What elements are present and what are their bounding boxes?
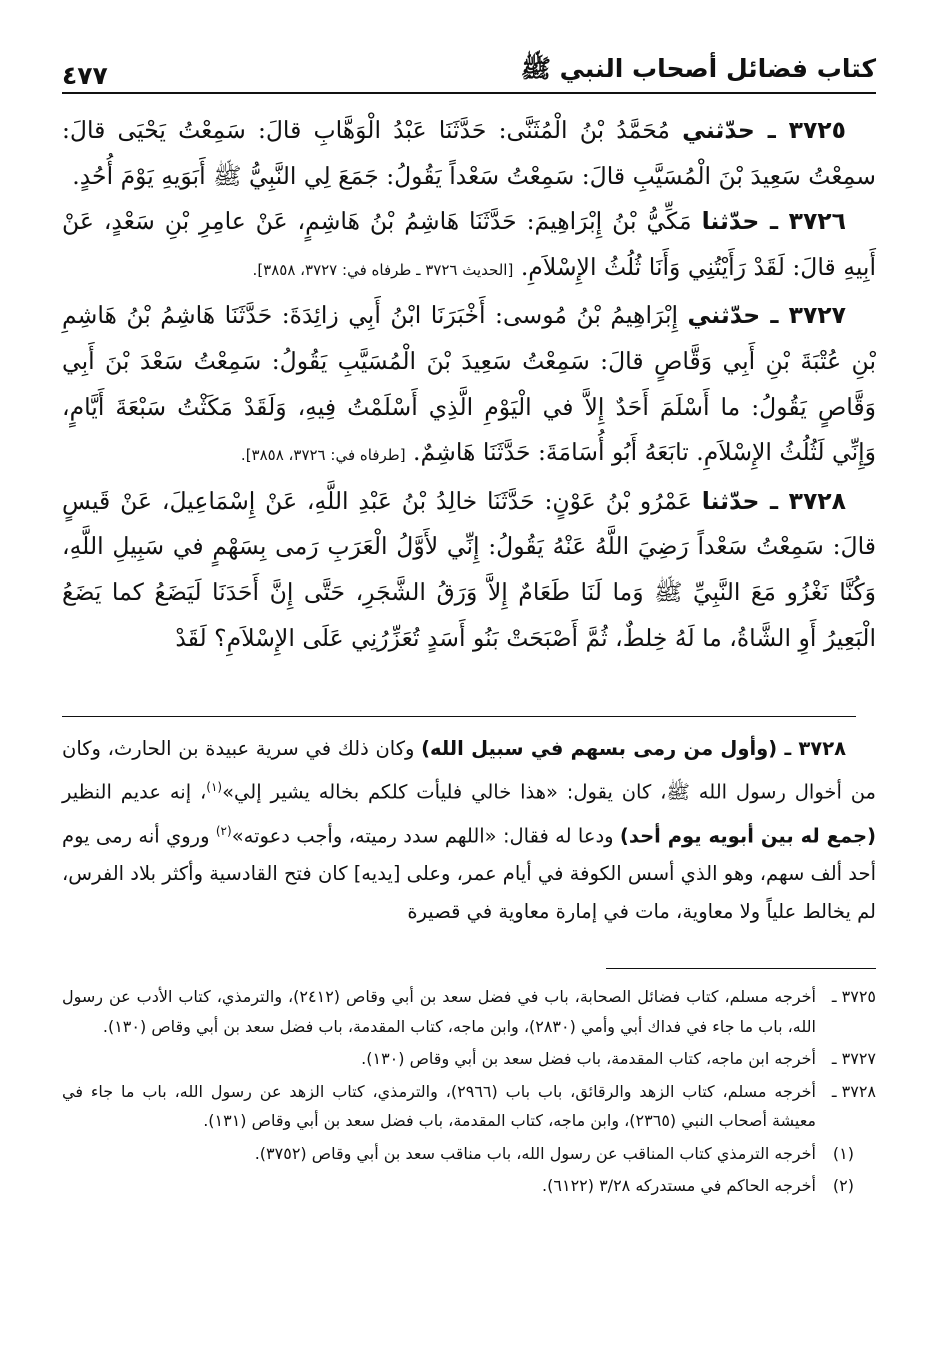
page-number: ٤٧٧ bbox=[62, 61, 108, 90]
footnote-separator bbox=[606, 968, 876, 969]
takhrij-note bbox=[62, 1044, 876, 1074]
commentary-text: ودعا له فقال: «اللهم سدد رميته، وأجب دعوته» bbox=[231, 824, 614, 847]
hadith-body: مَكِّيُّ بْنُ إِبْرَاهِيمَ: حَدَّثَنَا هَاشِمُ بْنُ هَاشِمٍ، عَنْ عامِرِ بْنِ سَعْدٍ، عَنْ أَبِيهِ قالَ: لَقَدْ رَأَيْتُنِي وَأَنَا ثُلُثُ الإِسْلاَمِ. bbox=[62, 207, 876, 281]
hadith-number: ٣٧٢٧ bbox=[788, 301, 846, 330]
commentary-number: ٣٧٢٨ bbox=[798, 737, 846, 760]
hadith-body: إِبْرَاهِيمُ بْنُ مُوسى: أَخْبَرَنَا ابْنُ أَبِي زائِدَةَ: حَدَّثَنَا هَاشِمُ بْنُ هَاشِمِ بْنِ عُتْبَةَ بْنِ أَبِي وَقَّاصٍ قالَ: سَمِعْتُ سَعِيدَ بْنَ الْمُسَيَّبِ يَقُولُ: سَمِعْتُ سَعْدَ بْنَ أَبِي وَقَّاصٍ يَقُولُ: ما أَسْلَمَ أَحَدٌ إِلاَّ في الْيَوْمِ الَّذِي أَسْلَمْتُ فِيهِ، وَلَقَدْ مَكَثْتُ سَبْعَةَ أَيَّامٍ، وَإِنِّي لَثُلُثُ الإِسْلاَمِ. تابَعَهُ أَبُو أُسَامَةَ: حَدَّثَنَا هَاشِمٌ. bbox=[62, 301, 876, 467]
hadith-3727: ٣٧٢٧ ـ حدّثني إِبْرَاهِيمُ بْنُ مُوسى: أَخْبَرَنَا ابْنُ أَبِي زائِدَةَ: حَدَّثَنَا هَاشِمُ بْنُ هَاشِمِ بْنِ عُتْبَةَ بْنِ أَبِي وَقَّاصٍ قالَ: سَمِعْتُ سَعِيدَ بْنَ الْمُسَيَّبِ يَقُولُ: سَمِعْتُ سَعْدَ بْنَ أَبِي وَقَّاصٍ يَقُولُ: ما أَسْلَمَ أَحَدٌ إِلاَّ في الْيَوْمِ الَّذِي أَسْلَمْتُ فِيهِ، وَلَقَدْ مَكَثْتُ سَبْعَةَ أَيَّامٍ، وَإِنِّي لَثُلُثُ الإِسْلاَمِ. تابَعَهُ أَبُو أُسَامَةَ: حَدَّثَنَا هَاشِمٌ. [طرفاه في: ٣٧٢٦، ٣٨٥٨]. bbox=[62, 301, 876, 467]
takhrij-text: أخرجه مسلم، كتاب فضائل الصحابة، باب في فضل سعد بن أبي وقاص (٢٤١٢)، والترمذي، كتاب الأدب عن رسول الله، باب ما جاء في فداك أبي وأمي (٢٨٣٠)، وابن ماجه، كتاب المقدمة، باب فضل سعد بن أبي وقاص (١٣٠). bbox=[62, 987, 816, 1036]
hadith-opening: حدّثنا bbox=[701, 207, 760, 236]
takhrij-number: ٣٧٢٧ ـ bbox=[831, 1049, 876, 1068]
commentary-text: وكان ذلك في سرية عبيدة بن الحارث، وكان من أخوال رسول الله ﷺ، كان يقول: «هذا خالي فليأت كلكم بخاله يشير إلي» bbox=[62, 737, 876, 804]
takhrij-text: أخرجه ابن ماجه، كتاب المقدمة، باب فضل سعد بن أبي وقاص (١٣٠). bbox=[361, 1049, 816, 1068]
footnote-number: (٢) bbox=[832, 1176, 854, 1195]
hadith-number: ٣٧٢٦ bbox=[788, 207, 846, 236]
hadith-opening: حدّثني bbox=[687, 301, 761, 330]
takhrij-number: ٣٧٢٨ ـ bbox=[831, 1081, 876, 1101]
footnote-marker: (١) bbox=[206, 780, 223, 794]
takhrij-note bbox=[62, 1077, 876, 1136]
hadith-reference: [طرفاه في: ٣٧٢٦، ٣٨٥٨]. bbox=[240, 446, 406, 465]
hadith-reference: [الحديث ٣٧٢٦ ـ طرفاه في: ٣٧٢٧، ٣٨٥٨]. bbox=[252, 260, 514, 279]
running-header bbox=[62, 50, 876, 90]
header-rule bbox=[62, 92, 876, 94]
hadith-opening: حدّثني bbox=[682, 116, 755, 144]
footnote-text: أخرجه الترمذي كتاب المناقب عن رسول الله، باب مناقب سعد بن أبي وقاص (٣٧٥٢). bbox=[254, 1143, 816, 1163]
hadith-body: مُحَمَّدُ بْنُ الْمُثَنَّى: حَدَّثَنَا عَبْدُ الْوَهَّابِ قالَ: سَمِعْتُ يَحْيَى قالَ: سمِعْتُ سَعِيدَ بْنَ الْمُسَيَّبِ قالَ: سَمِعْتُ سَعْداً يَقُولُ: جَمَعَ لِي النَّبِيُّ ﷺ أَبَوَيهِ يَوْمَ أُحُدٍ. bbox=[62, 116, 876, 190]
commentary-separator bbox=[62, 716, 856, 717]
hadith-body: عَمْرُو بْنُ عَوْنٍ: حَدَّثَنَا خالِدُ بْنُ عَبْدِ اللَّهِ، عَنْ إِسْمَاعِيلَ، عَنْ قَيسٍ قالَ: سَمِعْتُ سَعْداً رَضِيَ اللَّهُ عَنْهُ يَقُولُ: إِنِّي لأَوَّلُ الْعَرَبِ رَمى بِسَهْمٍ في سَبِيلِ اللَّهِ، وَكُنَّا نَغْزُو مَعَ النَّبِيِّ ﷺ وَما لَنَا طَعَامٌ إِلاَّ وَرَقُ الشَّجَرِ، حَتَّى إِنَّ أَحَدَنَا لَيَضَعُ كما يَضَعُ الْبَعِيرُ أَوِ الشَّاةُ، ما لَهُ خِلطٌ، ثُمَّ أَصْبَحَتْ بَنُو أَسَدٍ تُعَزِّرُنِي عَلَى الإِسْلاَمِ؟ لَقَدْ bbox=[62, 486, 876, 652]
commentary bbox=[62, 730, 876, 931]
commentary-text: ، إنه عديم النظير bbox=[62, 780, 207, 804]
commentary-lemma: (جمع له بين أبويه يوم أحد) bbox=[619, 824, 877, 847]
hadith-number: ٣٧٢٥ bbox=[788, 116, 846, 144]
hadith-text bbox=[62, 108, 876, 661]
hadith-3725: ٣٧٢٥ ـ حدّثني مُحَمَّدُ بْنُ الْمُثَنَّى: حَدَّثَنَا عَبْدُ الْوَهَّابِ قالَ: سَمِعْتُ يَحْيَى قالَ: سمِعْتُ سَعِيدَ بْنَ الْمُسَيَّبِ قالَ: سَمِعْتُ سَعْداً يَقُولُ: جَمَعَ لِي النَّبِيُّ ﷺ أَبَوَيهِ يَوْمَ أُحُدٍ. bbox=[62, 116, 876, 190]
commentary-3728: ٣٧٢٨ ـ (وأول من رمى بسهم في سبيل الله) وكان ذلك في سرية عبيدة بن الحارث، وكان من أخوال رسول الله ﷺ، كان يقول: «هذا خالي فليأت كلكم بخاله يشير إلي»$^{(١)}$، إنه عديم النظير (جمع له بين أبويه يوم أحد) ودعا له فقال: «اللهم سدد رميته، وأجب دعوته»$^{(٢)}$ وروي أنه رمى يوم أحد ألف سهم، وهو الذي أسس الكوفة في أيام عمر، وعلى [يديه] كان فتح القادسية وأكثر بلاد الفرس، لم يخالط علياً ولا معاوية، مات في إمارة معاوية في قصيرة bbox=[62, 737, 877, 923]
footnote-number: (١) bbox=[832, 1143, 854, 1163]
commentary-lemma: (وأول من رمى بسهم في سبيل الله) bbox=[421, 737, 778, 760]
footnotes bbox=[62, 982, 876, 1204]
footnote-marker: (٢) bbox=[215, 823, 232, 838]
takhrij-note bbox=[62, 982, 876, 1041]
footnote bbox=[62, 1171, 876, 1201]
hadith-number: ٣٧٢٨ bbox=[788, 486, 846, 515]
takhrij-number: ٣٧٢٥ ـ bbox=[831, 987, 876, 1006]
hadith-opening: حدّثنا bbox=[701, 486, 760, 515]
hadith-3728: ٣٧٢٨ ـ حدّثنا عَمْرُو بْنُ عَوْنٍ: حَدَّثَنَا خالِدُ بْنُ عَبْدِ اللَّهِ، عَنْ إِسْمَاعِيلَ، عَنْ قَيسٍ قالَ: سَمِعْتُ سَعْداً رَضِيَ اللَّهُ عَنْهُ يَقُولُ: إِنِّي لأَوَّلُ الْعَرَبِ رَمى بِسَهْمٍ في سَبِيلِ اللَّهِ، وَكُنَّا نَغْزُو مَعَ النَّبِيِّ ﷺ وَما لَنَا طَعَامٌ إِلاَّ وَرَقُ الشَّجَرِ، حَتَّى إِنَّ أَحَدَنَا لَيَضَعُ كما يَضَعُ الْبَعِيرُ أَوِ الشَّاةُ، ما لَهُ خِلطٌ، ثُمَّ أَصْبَحَتْ بَنُو أَسَدٍ تُعَزِّرُنِي عَلَى الإِسْلاَمِ؟ لَقَدْ bbox=[62, 486, 876, 652]
takhrij-text: أخرجه مسلم، كتاب الزهد والرقائق، باب باب (٢٩٦٦)، والترمذي، كتاب الزهد عن رسول الله، باب ما جاء في معيشة أصحاب النبي (٢٣٦٥)، وابن ماجه، كتاب المقدمة، باب فضل سعد بن أبي وقاص (١٣١). bbox=[62, 1081, 816, 1130]
footnote-text: أخرجه الحاكم في مستدركه ٣/٢٨ (٦١٢٢). bbox=[542, 1176, 816, 1195]
book-title: كتاب فضائل أصحاب النبي ﷺ bbox=[520, 54, 876, 83]
hadith-3726: ٣٧٢٦ ـ حدّثنا مَكِّيُّ بْنُ إِبْرَاهِيمَ: حَدَّثَنَا هَاشِمُ بْنُ هَاشِمٍ، عَنْ عامِرِ بْنِ سَعْدٍ، عَنْ أَبِيهِ قالَ: لَقَدْ رَأَيْتُنِي وَأَنَا ثُلُثُ الإِسْلاَمِ. [الحديث ٣٧٢٦ ـ طرفاه في: ٣٧٢٧، ٣٨٥٨]. bbox=[62, 207, 876, 281]
commentary-text: وروي أنه رمى يوم أحد ألف سهم، وهو الذي أسس الكوفة في أيام عمر، وعلى [يديه] كان فتح القادسية وأكثر بلاد الفرس، لم يخالط علياً ولا معاوية، مات في إمارة معاوية في قصيرة bbox=[62, 824, 876, 923]
footnote bbox=[62, 1139, 876, 1169]
